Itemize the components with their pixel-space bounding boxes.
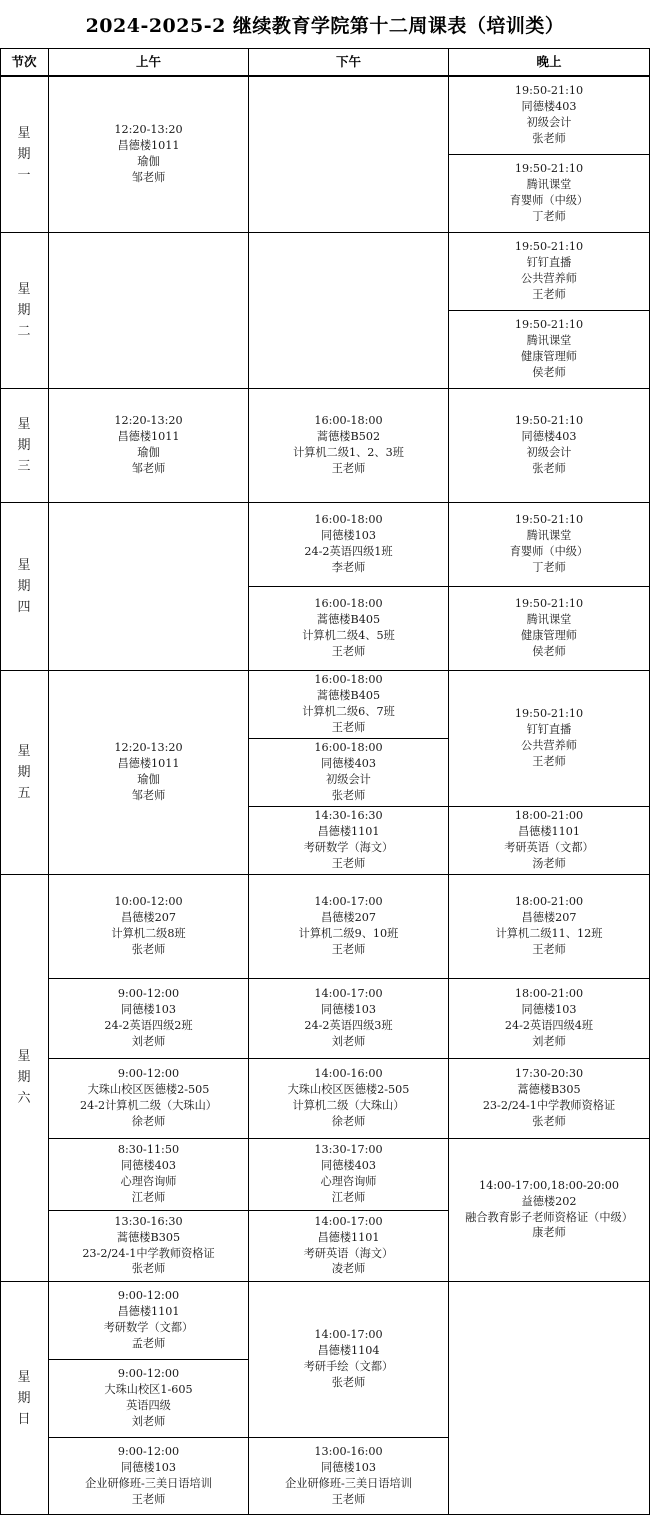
header-slot: 节次 xyxy=(11,54,37,70)
course-cell: 13:30-17:00 同德楼403 心理咨询师 江老师 xyxy=(314,1143,383,1204)
column-divider xyxy=(48,48,49,1515)
course-cell: 14:00-17:00,18:00-20:00 益德楼202 融合教育影子老师资格证（中级） 康老师 xyxy=(465,1178,633,1240)
cell-divider xyxy=(448,154,650,155)
course-cell: 14:00-17:00 昌德楼207 计算机二级9、10班 王老师 xyxy=(298,895,399,956)
day-label-wed: 星 期 三 xyxy=(17,416,31,474)
course-cell: 19:50-21:10 同德楼403 初级会计 张老师 xyxy=(514,84,584,145)
cell-divider xyxy=(48,1210,448,1211)
course-cell: 10:00-12:00 昌德楼207 计算机二级8班 张老师 xyxy=(111,895,186,956)
course-cell: 13:00-16:00 同德楼103 企业研修班-三美日语培训 王老师 xyxy=(285,1445,412,1506)
course-cell: 12:20-13:20 昌德楼1011 瑜伽 邹老师 xyxy=(114,741,183,802)
course-cell: 19:50-21:10 同德楼403 初级会计 张老师 xyxy=(514,414,584,475)
day-divider xyxy=(0,232,650,233)
day-label-fri: 星 期 五 xyxy=(17,743,31,801)
course-cell: 9:00-12:00 大珠山校区1-605 英语四级 刘老师 xyxy=(104,1367,193,1428)
cell-divider xyxy=(48,1437,448,1438)
course-cell: 17:30-20:30 蒿德楼B305 23-2/24-1中学教师资格证 张老师 xyxy=(482,1067,616,1128)
course-cell: 9:00-12:00 同德楼103 企业研修班-三美日语培训 王老师 xyxy=(85,1445,212,1506)
cell-divider xyxy=(448,310,650,311)
course-cell: 14:00-17:00 同德楼103 24-2英语四级3班 刘老师 xyxy=(304,987,393,1048)
course-cell: 18:00-21:00 同德楼103 24-2英语四级4班 刘老师 xyxy=(504,987,594,1048)
cell-divider xyxy=(48,1359,248,1360)
day-label-tue: 星 期 二 xyxy=(17,281,31,339)
day-divider xyxy=(0,874,650,875)
day-divider xyxy=(0,1281,650,1282)
course-cell: 16:00-18:00 同德楼403 初级会计 张老师 xyxy=(314,741,383,802)
table-border xyxy=(0,48,1,1515)
day-label-thu: 星 期 四 xyxy=(17,557,31,615)
cell-divider xyxy=(248,738,448,739)
day-label-mon: 星 期 一 xyxy=(17,125,31,183)
course-cell: 12:20-13:20 昌德楼1011 瑜伽 邹老师 xyxy=(114,414,183,475)
course-cell: 14:00-17:00 昌德楼1101 考研英语（海文） 凌老师 xyxy=(303,1214,394,1276)
course-cell: 16:00-18:00 蒿德楼B405 计算机二级4、5班 王老师 xyxy=(302,597,395,658)
header-evening: 晚上 xyxy=(536,54,562,70)
course-cell: 16:00-18:00 蒿德楼B405 计算机二级6、7班 王老师 xyxy=(302,673,395,734)
day-label-sat: 星 期 六 xyxy=(17,1049,31,1106)
course-cell: 18:00-21:00 昌德楼207 计算机二级11、12班 王老师 xyxy=(495,895,603,956)
day-divider xyxy=(0,388,650,389)
course-cell: 19:50-21:10 腾讯课堂 育婴师（中级） 丁老师 xyxy=(509,513,589,574)
course-cell: 9:00-12:00 同德楼103 24-2英语四级2班 刘老师 xyxy=(104,987,193,1048)
course-cell: 19:50-21:10 钉钉直播 公共营养师 王老师 xyxy=(514,240,584,301)
header-morning: 上午 xyxy=(135,54,161,70)
table-border xyxy=(0,48,650,49)
cell-divider xyxy=(248,586,650,587)
cell-divider xyxy=(248,806,650,807)
course-cell: 14:00-17:00 昌德楼1104 考研手绘（文都） 张老师 xyxy=(303,1328,394,1389)
course-cell: 19:50-21:10 腾讯课堂 育婴师（中级） 丁老师 xyxy=(509,162,589,223)
course-cell: 13:30-16:30 蒿德楼B305 23-2/24-1中学教师资格证 张老师 xyxy=(82,1214,215,1276)
cell-divider xyxy=(48,978,650,979)
cell-divider xyxy=(48,1058,650,1059)
day-divider xyxy=(0,670,650,671)
day-label-sun: 星 期 日 xyxy=(17,1369,31,1427)
header-afternoon: 下午 xyxy=(335,54,361,70)
course-cell: 19:50-21:10 钉钉直播 公共营养师 王老师 xyxy=(514,707,584,768)
column-divider xyxy=(448,48,449,1515)
course-cell: 14:30-16:30 昌德楼1101 考研数学（海文） 王老师 xyxy=(303,809,394,870)
course-cell: 12:20-13:20 昌德楼1011 瑜伽 邹老师 xyxy=(114,123,183,184)
course-cell: 9:00-12:00 昌德楼1101 考研数学（文都） 孟老师 xyxy=(103,1289,194,1350)
course-cell: 14:00-16:00 大珠山校区医德楼2-505 计算机二级（大珠山） 徐老师 xyxy=(287,1067,410,1128)
course-cell: 19:50-21:10 腾讯课堂 健康管理师 侯老师 xyxy=(514,318,584,379)
course-cell: 16:00-18:00 同德楼103 24-2英语四级1班 李老师 xyxy=(304,513,393,574)
header-divider xyxy=(0,75,650,77)
cell-divider xyxy=(48,1138,650,1139)
course-cell: 18:00-21:00 昌德楼1101 考研英语（文都） 汤老师 xyxy=(504,809,594,870)
schedule-table xyxy=(0,48,650,1515)
course-cell: 9:00-12:00 大珠山校区医德楼2-505 24-2计算机二级（大珠山） 徐老师 xyxy=(79,1067,217,1128)
course-cell: 16:00-18:00 蒿德楼B502 计算机二级1、2、3班 王老师 xyxy=(293,414,404,475)
page-title: 2024-2025-2 继续教育学院第十二周课表（培训类） xyxy=(85,14,565,37)
course-cell: 8:30-11:50 同德楼403 心理咨询师 江老师 xyxy=(117,1143,180,1204)
day-divider xyxy=(0,502,650,503)
course-cell: 19:50-21:10 腾讯课堂 健康管理师 侯老师 xyxy=(514,597,584,658)
column-divider xyxy=(248,48,249,1515)
